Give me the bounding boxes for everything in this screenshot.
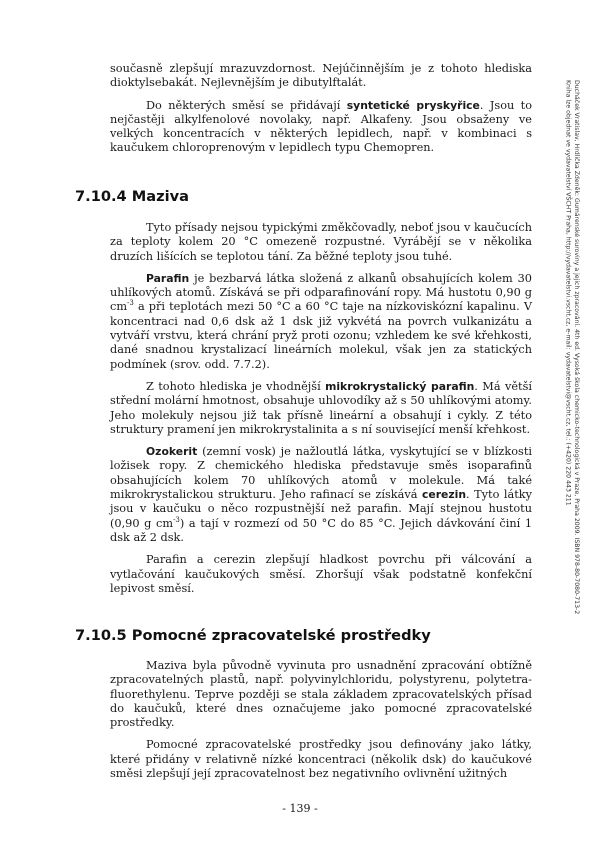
paragraph: Tyto přísady nejsou typickými změkčovadly, neboť jsou v kaučucích za teploty kolem 20 °C omezeně rozpustné. Vyrábějí se v několika druzích lišících se teplotou tání. Za běžné teploty jsou tuhé. (110, 221, 532, 263)
text-span: Do některých směsí se přidávají (146, 98, 347, 112)
paragraph: Parafin a cerezin zlepšují hladkost povrchu při válcování a vytlačování kaučukových směsí. Zhoršují však podstatně konfekční lepivost směsí. (110, 553, 532, 595)
text-span: Z tohoto hlediska je vhodnější (146, 379, 326, 393)
bold-term: Ozokerit (146, 445, 198, 459)
paragraph (110, 99, 532, 156)
paragraph (110, 445, 532, 545)
paragraph: současně zlepšují mrazuvzdornost. Nejúčinnějším je z tohoto hlediska dioktylsebakát. Nejlevnějším je dibutylftalát. (110, 62, 532, 90)
text-span: je bezbarvá látka složená z alkanů obsahujících kolem 30 uhlíkových atomů. Získává se při odparafinování ropy. Má hustotu 0,90 g cm (110, 271, 532, 314)
section-heading-maziva: 7.10.4 Maziva (75, 188, 190, 205)
paragraph: Maziva byla původně vyvinuta pro usnadnění zpracování obtížně zpracovatelných plastů, např. polyvinylchloridu, polystyrenu, polytetra-fluorethylenu. Teprve později se stala základem zpracovatelských přísad do kaučuků, které dnes označujeme jako pomocné zpracovatelské prostředky. (110, 659, 532, 730)
text-span: . Jsou to nejčastěji alkylfenolové novolaky, např. Alkafeny. Jsou obsaženy ve velkých koncentracích v některých lepidlech, např. v kombinaci s kaučukem chloroprenovým v lepidlech typu Chemopren. (110, 98, 532, 155)
citation-line: Kniha lze objednat ve vydavatelství VŠCHT Praha, http://vydavatelstvi.vscht.cz, e-mail: vydavatelstvi@vscht.cz, tel.: (+420) 220 443 211 (564, 80, 572, 506)
paragraph (110, 380, 532, 437)
bold-term: syntetické pryskyřice (346, 98, 480, 112)
page-number: - 139 - (282, 802, 318, 815)
bold-term: Parafin (146, 271, 190, 285)
text-span: ) a tají v rozmezí od 50 °C do 85 °C. Jejich dávkování činí 1 dsk až 2 dsk. (110, 516, 533, 544)
bold-term: mikrokrystalický parafin (325, 379, 475, 393)
text-span: . Tyto látky jsou v kaučuku o něco rozpustnější než parafin. Mají stejnou hustotu (0,90 g cm (110, 488, 532, 530)
paragraph (110, 272, 532, 372)
text-block-plasticizers (110, 62, 532, 164)
citation-sidenote (564, 80, 580, 770)
section-heading-pomocne: 7.10.5 Pomocné zpracovatelské prostředky (75, 627, 431, 644)
citation-line: Ducháček Vratislav, Hrdlička Zdeněk: Gumárenské suroviny a jejich zpracování. 4th ed. Vysoká škola chemicko-technologická v Praze, Praha 2009. ISBN 978-80-7080-713-2 (573, 80, 580, 615)
text-block-maziva (110, 221, 532, 604)
text-span: . Má větší střední molární hmotnost, obsahuje uhlovodíky až s 50 uhlíkovými atomy. Jeho molekuly nejsou již tak přísně lineární a obsahují i cykly. Z této struktury pramení jen mikrokrystalinita a s ní související menší křehkost. (110, 379, 532, 436)
superscript: -3 (127, 299, 134, 308)
text-block-pomocne (110, 659, 532, 789)
paragraph: Pomocné zpracovatelské prostředky jsou definovány jako látky, které přidány v relativně nízké koncentraci (několik dsk) do kaučukové směsi zlepšují její zpracovatelnost bez negativního ovlivnění užitných (110, 738, 532, 781)
text-span: (zemní vosk) je nažloutlá látka, vyskytující se v blízkosti ložisek ropy. Z chemického hlediska představuje směs isoparafinů obsahujících kolem 70 uhlíkových atomů v molekule. Má také mikrokrystalickou strukturu. Jeho rafinací se získává (110, 445, 532, 502)
bold-term: cerezin (421, 488, 467, 502)
superscript: -3 (173, 515, 180, 524)
text-span: a při teplotách mezi 50 °C a 60 °C taje na nízkoviskózní kapalinu. V koncentraci nad 0,6 dsk až 1 dsk již vykvétá na povrch vulkanizátu a vytváří vrstvu, která chrání pryž proti ozonu; vzhledem ke své křehkosti, dané snadnou krystalizací lineárních molekul, však jen za statických podmínek (srov. odd. 7.7.2). (110, 300, 532, 371)
